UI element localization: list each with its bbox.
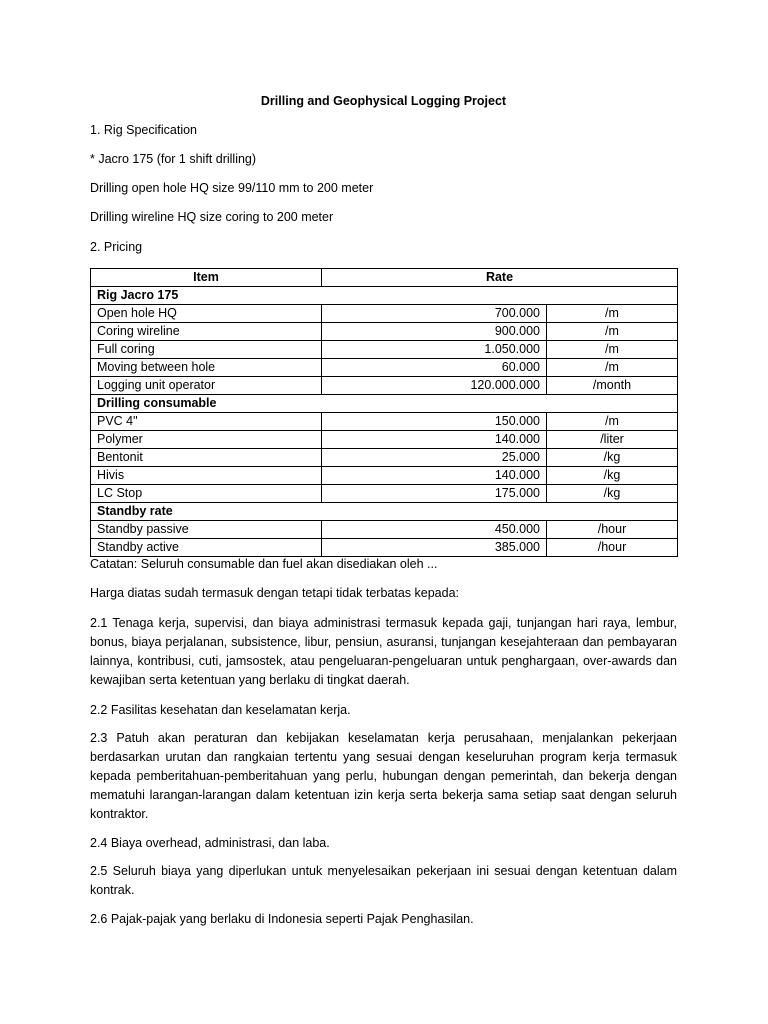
open-hole-line: Drilling open hole HQ size 99/110 mm to 200 meter: [90, 181, 374, 195]
item-cell: Hivis: [91, 467, 322, 485]
item-cell: Full coring: [91, 341, 322, 359]
item-cell: Standby passive: [91, 521, 322, 539]
unit-cell: /m: [547, 305, 678, 323]
table-row: [91, 359, 678, 377]
unit-cell: /m: [547, 323, 678, 341]
header-rate: Rate: [322, 269, 678, 287]
paragraph-2-2: 2.2 Fasilitas kesehatan dan keselamatan kerja.: [90, 703, 351, 717]
rate-cell: 60.000: [322, 359, 547, 377]
table-row: [91, 539, 678, 557]
rate-cell: 175.000: [322, 485, 547, 503]
section-row: [91, 503, 678, 521]
table-row: [91, 431, 678, 449]
unit-cell: /hour: [547, 539, 678, 557]
paragraph-2-4: 2.4 Biaya overhead, administrasi, dan laba.: [90, 836, 330, 850]
table-header-row: [91, 269, 678, 287]
table-row: [91, 521, 678, 539]
item-cell: Logging unit operator: [91, 377, 322, 395]
table-row: [91, 449, 678, 467]
pricing-table: [90, 268, 678, 557]
unit-cell: /month: [547, 377, 678, 395]
unit-cell: /hour: [547, 521, 678, 539]
table-row: [91, 341, 678, 359]
unit-cell: /liter: [547, 431, 678, 449]
section-title: Rig Jacro 175: [91, 287, 678, 305]
section-title: Drilling consumable: [91, 395, 678, 413]
rate-cell: 150.000: [322, 413, 547, 431]
item-cell: PVC 4": [91, 413, 322, 431]
paragraph-2-5: 2.5 Seluruh biaya yang diperlukan untuk menyelesaikan pekerjaan ini sesuai dengan ketentuan dalam kontrak.: [90, 864, 677, 897]
item-cell: Standby active: [91, 539, 322, 557]
table-row: [91, 467, 678, 485]
rate-cell: 120.000.000: [322, 377, 547, 395]
rate-cell: 1.050.000: [322, 341, 547, 359]
unit-cell: /m: [547, 413, 678, 431]
rate-cell: 450.000: [322, 521, 547, 539]
harga-note: Harga diatas sudah termasuk dengan tetapi tidak terbatas kepada:: [90, 586, 459, 600]
rate-cell: 25.000: [322, 449, 547, 467]
pricing-heading: 2. Pricing: [90, 240, 143, 254]
item-cell: Bentonit: [91, 449, 322, 467]
wireline-line: Drilling wireline HQ size coring to 200 meter: [90, 210, 334, 224]
catatan-note: Catatan: Seluruh consumable dan fuel akan disediakan oleh ...: [90, 557, 438, 571]
unit-cell: /m: [547, 359, 678, 377]
unit-cell: /kg: [547, 467, 678, 485]
unit-cell: /kg: [547, 485, 678, 503]
item-cell: Moving between hole: [91, 359, 322, 377]
table-row: [91, 485, 678, 503]
rate-cell: 900.000: [322, 323, 547, 341]
table-row: [91, 377, 678, 395]
table-row: [91, 305, 678, 323]
item-cell: Polymer: [91, 431, 322, 449]
paragraph-2-6: 2.6 Pajak-pajak yang berlaku di Indonesia seperti Pajak Penghasilan.: [90, 912, 474, 926]
rate-cell: 700.000: [322, 305, 547, 323]
section-row: [91, 287, 678, 305]
unit-cell: /m: [547, 341, 678, 359]
section-row: [91, 395, 678, 413]
rate-cell: 385.000: [322, 539, 547, 557]
unit-cell: /kg: [547, 449, 678, 467]
table-row: [91, 413, 678, 431]
rig-spec-heading: 1. Rig Specification: [90, 123, 198, 137]
rig-model-line: * Jacro 175 (for 1 shift drilling): [90, 152, 257, 166]
paragraph-2-1: 2.1 Tenaga kerja, supervisi, dan biaya administrasi termasuk kepada gaji, tunjangan hari raya, lembur, bonus, biaya perjalanan, subsistence, libur, pensiun, asuransi, tunjangan kesejahteraan dan pembayaran lainnya, kontribusi, cuti, jamsostek, atau pengeluaran-pengeluaran untuk penghargaan, over-awards dan kewajiban serta ketentuan yang berlaku di tingkat daerah.: [90, 616, 677, 687]
paragraph-2-3: 2.3 Patuh akan peraturan dan kebijakan keselamatan kerja perusahaan, menjalankan pekerjaan berdasarkan urutan dan rangkaian tertentu yang sesuai dengan keseluruhan program kerja termasuk kepada pemberitahuan-pemberitahuan yang perlu, hubungan dengan pemerintah, dan bekerja dengan mematuhi larangan-larangan dalam ketentuan izin kerja serta bekerja sama setiap saat dengan seluruh kontraktor.: [90, 731, 677, 821]
header-item: Item: [91, 269, 322, 287]
item-cell: LC Stop: [91, 485, 322, 503]
item-cell: Coring wireline: [91, 323, 322, 341]
item-cell: Open hole HQ: [91, 305, 322, 323]
rate-cell: 140.000: [322, 431, 547, 449]
table-row: [91, 323, 678, 341]
document-title: Drilling and Geophysical Logging Project: [260, 94, 507, 108]
rate-cell: 140.000: [322, 467, 547, 485]
section-title: Standby rate: [91, 503, 678, 521]
